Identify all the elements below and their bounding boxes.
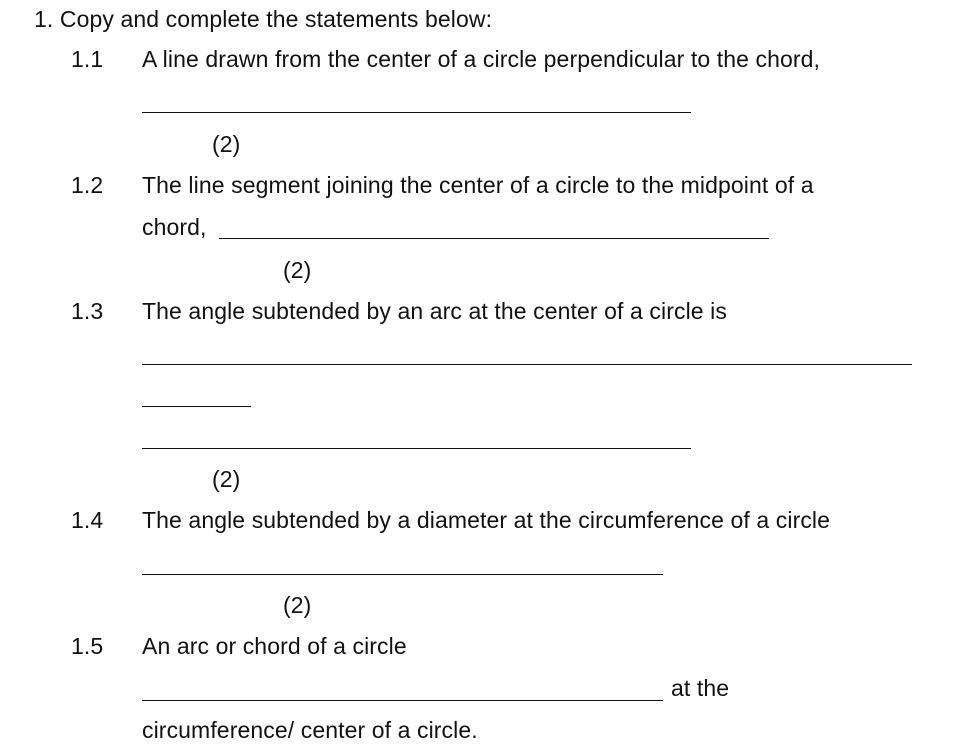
- answer-blank-1-3a: [142, 364, 912, 365]
- answer-blank-1-2: [219, 238, 769, 239]
- answer-blank-1-4: [142, 574, 663, 575]
- marks-1-2: (2): [283, 257, 312, 283]
- marks-1-3: (2): [212, 466, 241, 492]
- item-number-1-2: 1.2: [71, 172, 104, 198]
- item-number-1-1: 1.1: [71, 46, 104, 72]
- answer-blank-1-3b: [142, 406, 251, 407]
- item-number-1-4: 1.4: [71, 507, 104, 533]
- answer-blank-1-3c: [142, 448, 691, 449]
- answer-blank-1-5: [142, 700, 663, 701]
- item-text-1-2-line2: chord,: [142, 214, 207, 240]
- answer-blank-1-1: [142, 112, 691, 113]
- item-text-1-4: The angle subtended by a diameter at the circumference of a circle: [142, 507, 831, 533]
- item-number-1-3: 1.3: [71, 298, 104, 324]
- item-suffix-1-5: at the: [671, 675, 730, 701]
- item-text-1-1: A line drawn from the center of a circle perpendicular to the chord,: [142, 46, 820, 72]
- marks-1-1: (2): [212, 131, 241, 157]
- question-heading: 1. Copy and complete the statements below:: [34, 6, 493, 32]
- marks-1-4: (2): [283, 592, 312, 618]
- item-number-1-5: 1.5: [71, 633, 104, 659]
- item-text-1-2-line1: The line segment joining the center of a circle to the midpoint of a: [142, 172, 814, 198]
- item-text-1-5: An arc or chord of a circle: [142, 633, 407, 659]
- item-continuation-1-5: circumference/ center of a circle.: [142, 717, 478, 743]
- item-text-1-3: The angle subtended by an arc at the center of a circle is: [142, 298, 727, 324]
